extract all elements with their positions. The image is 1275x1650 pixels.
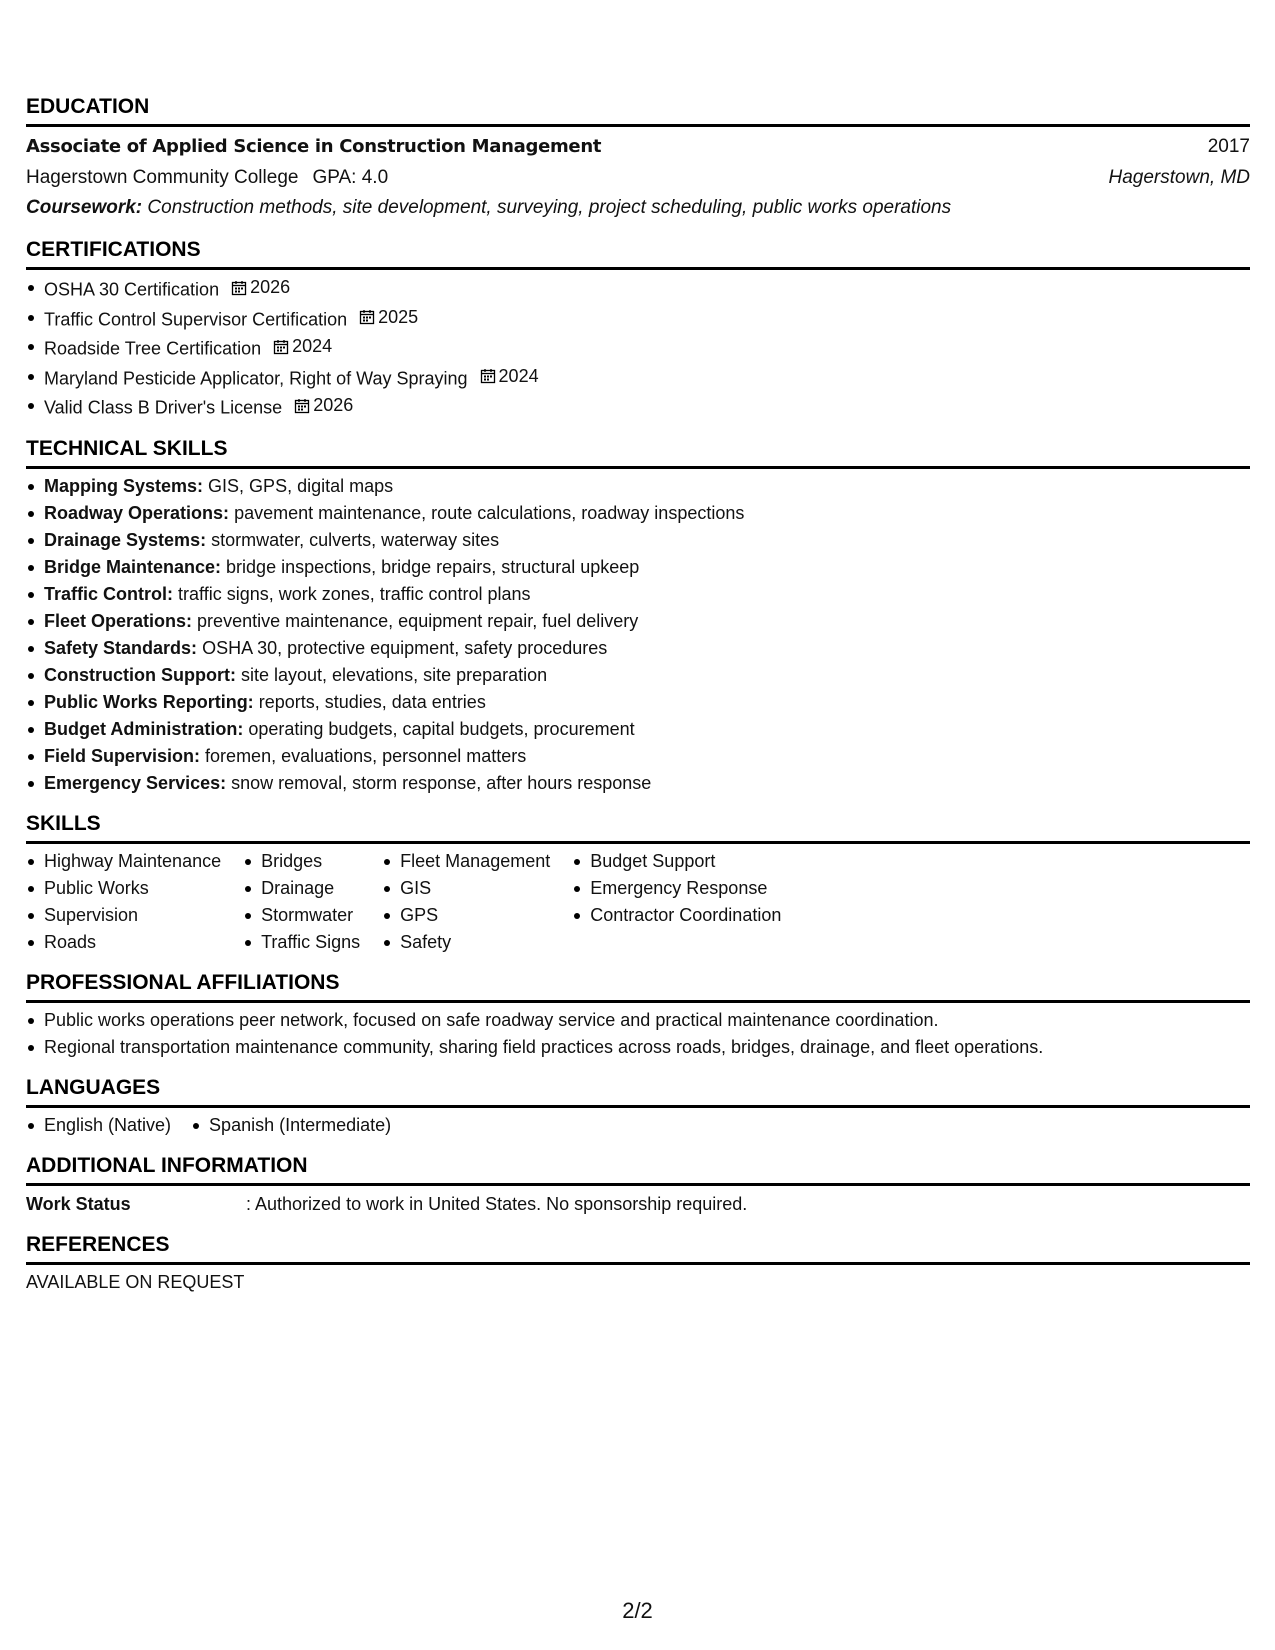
technical-skill-key: Safety Standards: [44,637,198,658]
skill-item: Highway Maintenance [26,848,221,875]
technical-skill-value: preventive maintenance, equipment repair, fuel delivery [197,610,639,631]
certification-item [26,363,1250,393]
skills-column [382,848,550,956]
certification-name: Valid Class B Driver's License [44,397,283,418]
technical-skill-item [26,770,1250,797]
resume-page [26,94,1250,1309]
technical-skill-value: site layout, elevations, site preparation [241,664,548,685]
technical-skill-item [26,527,1250,554]
technical-skill-key: Construction Support: [44,664,236,685]
skills-column [572,848,781,956]
skill-item: Supervision [26,902,221,929]
language-item: Spanish (Intermediate) [191,1112,391,1139]
certification-year: 2024 [498,365,539,386]
education-gpa: GPA: 4.0 [312,167,389,188]
technical-skill-key: Roadway Operations: [44,502,230,523]
certification-year: 2026 [250,277,291,297]
skills-column [26,848,221,956]
skill-item: GIS [382,875,550,902]
technical-skill-key: Public Works Reporting: [44,691,254,712]
calendar-icon [231,280,247,296]
education-school: Hagerstown Community College [26,167,299,188]
certifications-section [26,237,1250,422]
affiliation-item: Regional transportation maintenance community, sharing field practices across roads, bridges, drainage, and fleet operations. [26,1034,1250,1061]
calendar-icon [359,309,375,325]
technical-skill-key: Emergency Services: [44,772,227,793]
education-section [26,94,1250,223]
calendar-icon [480,368,496,384]
technical-skill-item [26,554,1250,581]
skill-item: Public Works [26,875,221,902]
technical-skill-item [26,689,1250,716]
skills-section [26,811,1250,956]
skill-item: Drainage [243,875,360,902]
references-section [26,1232,1250,1295]
technical-skill-value: bridge inspections, bridge repairs, structural upkeep [226,556,640,577]
certifications-title: CERTIFICATIONS [26,237,1250,270]
skills-title: SKILLS [26,811,1250,844]
technical-skill-value: traffic signs, work zones, traffic control plans [178,583,531,604]
skill-item: Contractor Coordination [572,902,781,929]
certification-item [26,392,1250,422]
education-year: 2017 [1207,136,1250,157]
references-title: REFERENCES [26,1232,1250,1265]
technical-skill-item [26,581,1250,608]
certification-item [26,304,1250,334]
additional-info-title: ADDITIONAL INFORMATION [26,1153,1250,1186]
skills-column [243,848,360,956]
technical-skill-value: pavement maintenance, route calculations, roadway inspections [234,502,745,523]
skill-item: Traffic Signs [243,929,360,956]
affiliations-section [26,970,1250,1061]
technical-skills-section [26,436,1250,797]
skill-item: Bridges [243,848,360,875]
technical-skill-item [26,635,1250,662]
skill-item: Roads [26,929,221,956]
languages-title: LANGUAGES [26,1075,1250,1108]
affiliations-title: PROFESSIONAL AFFILIATIONS [26,970,1250,1003]
calendar-icon [294,398,310,414]
technical-skill-item [26,743,1250,770]
certifications-list [26,274,1250,422]
technical-skill-value: stormwater, culverts, waterway sites [211,529,500,550]
technical-skill-key: Traffic Control: [44,583,173,604]
education-location: Hagerstown, MD [1108,167,1250,188]
languages-list [26,1112,1250,1139]
skill-item: Stormwater [243,902,360,929]
skill-item: Safety [382,929,550,956]
skill-item: GPS [382,902,550,929]
education-coursework [26,193,1250,223]
technical-skill-item [26,500,1250,527]
technical-skill-key: Bridge Maintenance: [44,556,222,577]
work-status-row [26,1190,1250,1218]
technical-skill-key: Budget Administration: [44,718,244,739]
education-degree-row [26,131,1250,162]
technical-skill-value: snow removal, storm response, after hours response [231,772,652,793]
technical-skill-key: Drainage Systems: [44,529,207,550]
education-school-row [26,162,1250,193]
coursework-text: Construction methods, site development, surveying, project scheduling, public works operations [147,197,952,218]
technical-skill-key: Mapping Systems: [44,475,204,496]
work-status-label: Work Status [26,1193,131,1214]
certification-name: Traffic Control Supervisor Certification [44,309,348,329]
certification-year: 2025 [378,306,419,327]
technical-skill-item [26,716,1250,743]
education-title: EDUCATION [26,94,1250,127]
affiliations-list [26,1007,1250,1061]
skill-item: Emergency Response [572,875,781,902]
technical-skill-value: reports, studies, data entries [258,691,486,712]
language-item: English (Native) [26,1112,171,1139]
technical-skill-item [26,608,1250,635]
certification-name: OSHA 30 Certification [44,279,220,300]
skill-item: Budget Support [572,848,781,875]
technical-skill-item [26,473,1250,500]
technical-skill-value: operating budgets, capital budgets, procurement [248,718,635,739]
affiliation-item: Public works operations peer network, focused on safe roadway service and practical maintenance coordination. [26,1007,1250,1034]
skills-grid [26,848,1250,956]
education-degree: Associate of Applied Science in Construction Management [26,136,602,157]
coursework-label: Coursework: [26,197,143,218]
references-text: AVAILABLE ON REQUEST [26,1271,245,1292]
certification-item [26,274,1250,304]
certification-item [26,333,1250,363]
skill-item: Fleet Management [382,848,550,875]
languages-section [26,1075,1250,1139]
technical-skills-list [26,473,1250,797]
technical-skills-title: TECHNICAL SKILLS [26,436,1250,469]
technical-skill-key: Field Supervision: [44,745,201,766]
technical-skill-item [26,662,1250,689]
additional-info-section [26,1153,1250,1218]
certification-year: 2026 [313,395,354,415]
work-status-value: : Authorized to work in United States. No sponsorship required. [246,1193,748,1214]
calendar-icon [273,339,289,355]
page-number: 2/2 [622,1598,653,1623]
technical-skill-key: Fleet Operations: [44,610,193,631]
certification-name: Maryland Pesticide Applicator, Right of Way Spraying [44,368,468,388]
technical-skill-value: foremen, evaluations, personnel matters [205,745,527,766]
technical-skill-value: GIS, GPS, digital maps [208,475,394,496]
certification-name: Roadside Tree Certification [44,338,262,359]
certification-year: 2024 [292,336,333,356]
technical-skill-value: OSHA 30, protective equipment, safety procedures [202,637,608,658]
